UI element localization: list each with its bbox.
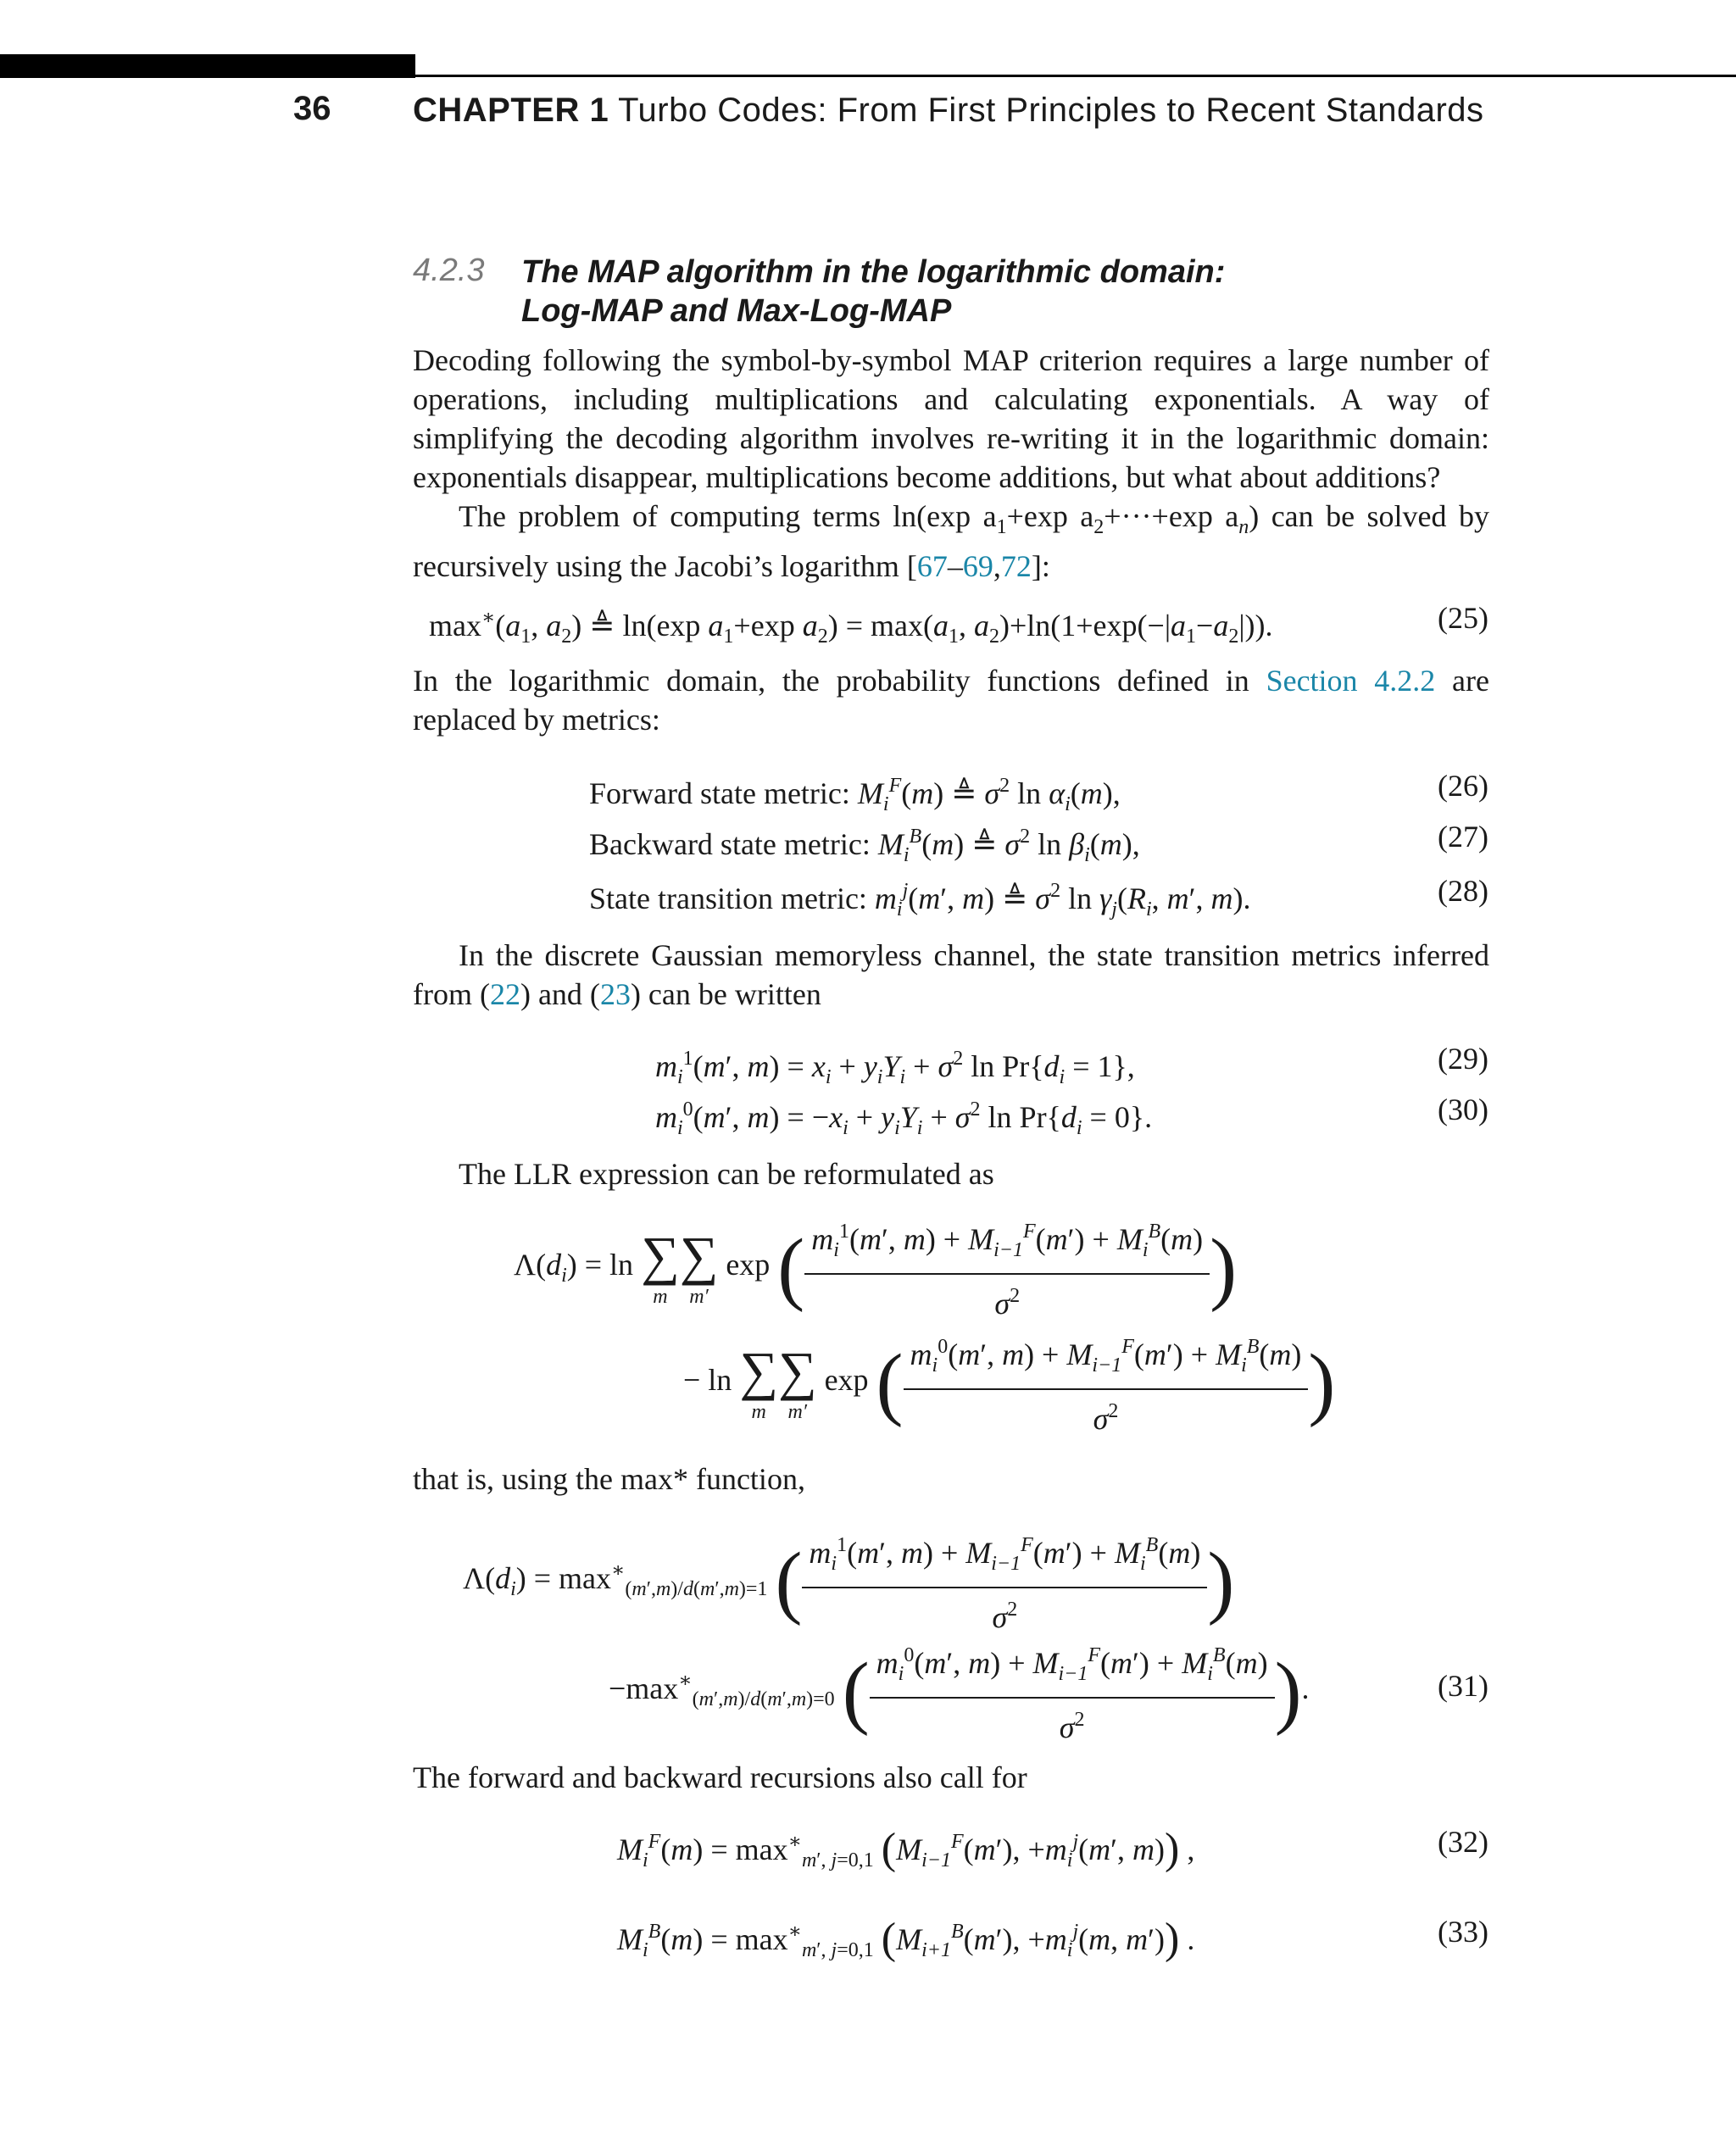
- equation-number-32: (32): [1438, 1825, 1488, 1859]
- equation-number-30: (30): [1438, 1093, 1488, 1126]
- section-number: 4.2.3: [413, 253, 485, 288]
- section-title-line2: Log-MAP and Max-Log-MAP: [521, 293, 952, 329]
- equation-number-33: (33): [1438, 1915, 1488, 1949]
- equation-number-25: (25): [1438, 601, 1488, 635]
- paragraph-intro: Decoding following the symbol-by-symbol MAP criterion requires a large number of operations, including multiplications and calculating exponentials. A way of simplifying the decoding algorithm involves re-writing it in the logarithmic domain: exponentials disappear, multiplications become additions, but what about additions?: [413, 343, 1489, 494]
- equation-number-26: (26): [1438, 769, 1488, 803]
- equation-32: $M_i^F(m) = \max^∗_{m', j=0,1} (M_{i-1}^F(m')$, $+m_i^j(m'$, m)) ,: [617, 1825, 1195, 1873]
- equation-number-28: (28): [1438, 874, 1488, 908]
- equation-llr-line1: $\Lambda(d_i) = \ln$ ∑ m ∑ m′ exp ( $\frac{m_i^1(m', m) + M_{i-1}^F(m') + M_i^B(m)}{\sigma^2}$ ): [514, 1212, 1237, 1323]
- ref-link-69[interactable]: 69: [962, 549, 993, 583]
- paragraph-metrics: In the logarithmic domain, the probability functions defined in Section 4.2.2 are replaced by metrics:: [413, 664, 1489, 737]
- equation-31-line1: $\Lambda(d_i) = \max^∗_{(m',m)/d(m',m)=1}$ ( $\frac{m_i^1(m', m) + M_{i-1}^F(m') + M_i^B(m)}{\sigma^2}$ ): [463, 1526, 1234, 1637]
- equation-25: $\max^∗(a_1$, $a_2$) ≜ ln(exp $a_1+\exp$ $a_2) = \max(a_1$, $a_2)+\ln(1+\exp(-|a_1-a_2|))$.: [429, 607, 1273, 648]
- chapter-label: CHAPTER 1: [413, 92, 609, 129]
- paragraph-llr: The LLR expression can be reformulated as: [459, 1157, 994, 1191]
- equation-number-31: (31): [1438, 1669, 1488, 1703]
- page-number: 36: [293, 90, 331, 127]
- equation-number-27: (27): [1438, 820, 1488, 854]
- section-link-4-2-2[interactable]: Section 4.2.2: [1266, 664, 1436, 698]
- equation-28: State transition metric: $m_i^j(m'$, m) ≜ $\sigma^2$ $\ln \gamma_j(R_i$, m′, m).: [589, 880, 1251, 920]
- equation-33: $M_i^B(m) = \max^∗_{m', j=0,1} (M_{i+1}^B(m')$, $+m_i^j(m$, m′)) .: [617, 1915, 1195, 1963]
- header-rule-thin: [415, 75, 1736, 77]
- header-rule-thick: [0, 54, 415, 78]
- ref-link-72[interactable]: 72: [1000, 549, 1032, 583]
- equation-27: Backward state metric: $M_i^B(m)$ ≜ $\sigma^2$ $\ln \beta_i(m)$,: [589, 826, 1140, 866]
- chapter-title: Turbo Codes: From First Principles to Recent Standards: [618, 92, 1484, 129]
- section-title: [521, 253, 1225, 331]
- equation-llr-line2: − ln ∑ m ∑ m′ exp ( $\frac{m_i^0(m', m) + M_{i-1}^F(m') + M_i^B(m)}{\sigma^2}$ ): [683, 1327, 1335, 1438]
- paragraph-jacobi: The problem of computing terms ln(exp $a_1+\exp$ $a_2+\cdot\cdot\cdot+\exp$ $a_n$) can be solved by recursively using the Jacobi’s logarithm [67–69,72]:: [413, 499, 1489, 583]
- paragraph-gaussian: In the discrete Gaussian memoryless channel, the state transition metrics inferred from (22) and (23) can be written: [413, 938, 1489, 1011]
- running-head: [413, 92, 1484, 130]
- equation-26: Forward state metric: $M_i^F(m)$ ≜ $\sigma^2$ $\ln \alpha_i(m)$,: [589, 775, 1121, 815]
- section-title-line1: The MAP algorithm in the logarithmic domain:: [521, 254, 1226, 290]
- ref-link-67[interactable]: 67: [916, 549, 948, 583]
- eq-link-22[interactable]: 22: [489, 977, 520, 1011]
- equation-29: $m_i^1(m'$, $m) = x_i + y_iY_i + \sigma^2$ $\ln Pr\{d_i = 1\}$,: [655, 1048, 1135, 1088]
- equation-number-29: (29): [1438, 1042, 1488, 1076]
- paragraph-maxstar: that is, using the max* function,: [413, 1462, 805, 1496]
- equation-30: $m_i^0(m'$, $m) = -x_i + y_iY_i + \sigma^2$ $\ln Pr\{d_i = 0\}$.: [655, 1098, 1153, 1139]
- paragraph-recursions: The forward and backward recursions also call for: [413, 1760, 1027, 1794]
- equation-31-line2: $-\max^∗_{(m',m)/d(m',m)=0}$ ( $\frac{m_i^0(m', m) + M_{i-1}^F(m') + M_i^B(m)}{\sigma^2}$ ).: [609, 1636, 1310, 1747]
- eq-link-23[interactable]: 23: [599, 977, 631, 1011]
